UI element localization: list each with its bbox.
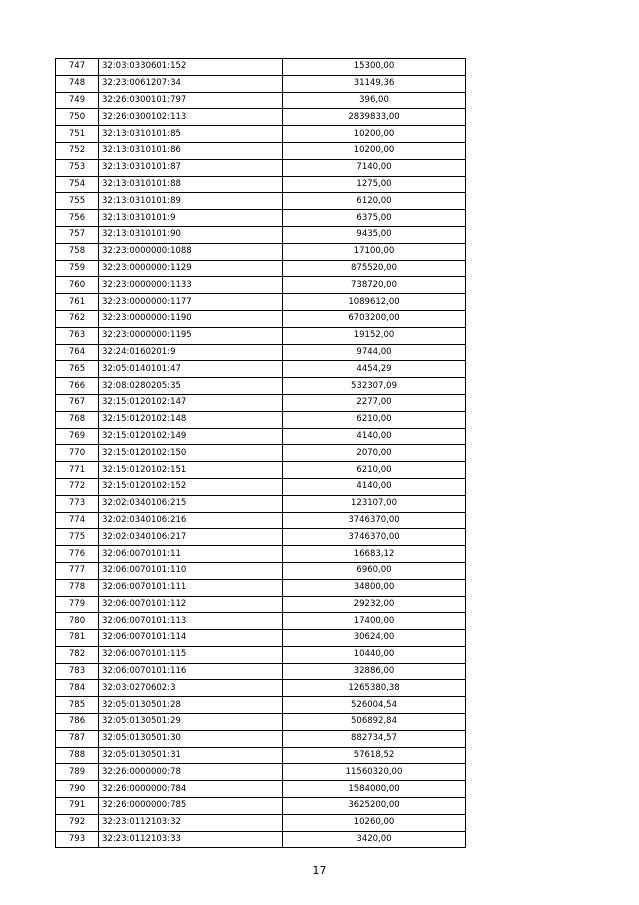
- value-cell: 3420,00: [283, 831, 466, 848]
- table-row: [56, 327, 466, 344]
- row-number-cell: 750: [56, 109, 99, 126]
- cadastral-number-cell: 32:06:0070101:113: [99, 613, 283, 630]
- row-number-cell: 786: [56, 714, 99, 731]
- value-cell: 1275,00: [283, 176, 466, 193]
- row-number-cell: 791: [56, 798, 99, 815]
- cadastral-number-cell: 32:06:0070101:110: [99, 562, 283, 579]
- row-number-cell: 790: [56, 781, 99, 798]
- value-cell: 4140,00: [283, 478, 466, 495]
- value-cell: 2839833,00: [283, 109, 466, 126]
- row-number-cell: 782: [56, 646, 99, 663]
- table-row: [56, 596, 466, 613]
- cadastral-number-cell: 32:13:0310101:86: [99, 142, 283, 159]
- cadastral-number-cell: 32:15:0120102:151: [99, 462, 283, 479]
- value-cell: 10260,00: [283, 814, 466, 831]
- table-row: [56, 781, 466, 798]
- table-row: [56, 243, 466, 260]
- value-cell: 4140,00: [283, 428, 466, 445]
- row-number-cell: 772: [56, 478, 99, 495]
- cadastral-number-cell: 32:05:0130501:29: [99, 714, 283, 731]
- cadastral-number-cell: 32:26:0000000:785: [99, 798, 283, 815]
- value-cell: 6210,00: [283, 462, 466, 479]
- table-row: [56, 210, 466, 227]
- page-number: 17: [312, 864, 327, 877]
- value-cell: 19152,00: [283, 327, 466, 344]
- row-number-cell: 749: [56, 92, 99, 109]
- cadastral-number-cell: 32:02:0340106:215: [99, 495, 283, 512]
- value-cell: 9744,00: [283, 344, 466, 361]
- row-number-cell: 768: [56, 411, 99, 428]
- table-row: [56, 310, 466, 327]
- value-cell: 29232,00: [283, 596, 466, 613]
- row-number-cell: 784: [56, 680, 99, 697]
- cadastral-number-cell: 32:03:0270602:3: [99, 680, 283, 697]
- table-row: [56, 579, 466, 596]
- row-number-cell: 747: [56, 59, 99, 76]
- row-number-cell: 754: [56, 176, 99, 193]
- cadastral-number-cell: 32:06:0070101:115: [99, 646, 283, 663]
- value-cell: 6960,00: [283, 562, 466, 579]
- value-cell: 875520,00: [283, 260, 466, 277]
- table-row: [56, 142, 466, 159]
- table-row: [56, 646, 466, 663]
- row-number-cell: 775: [56, 529, 99, 546]
- table-body: [56, 59, 466, 848]
- row-number-cell: 777: [56, 562, 99, 579]
- table-row: [56, 176, 466, 193]
- cadastral-number-cell: 32:05:0130501:31: [99, 747, 283, 764]
- value-cell: 1584000,00: [283, 781, 466, 798]
- table-row: [56, 798, 466, 815]
- value-cell: 6703200,00: [283, 310, 466, 327]
- value-cell: 9435,00: [283, 226, 466, 243]
- table-row: [56, 814, 466, 831]
- cadastral-number-cell: 32:23:0112103:32: [99, 814, 283, 831]
- table-row: [56, 344, 466, 361]
- table-row: [56, 730, 466, 747]
- row-number-cell: 755: [56, 193, 99, 210]
- table-row: [56, 697, 466, 714]
- cadastral-number-cell: 32:13:0310101:9: [99, 210, 283, 227]
- value-cell: 10200,00: [283, 142, 466, 159]
- table-row: [56, 680, 466, 697]
- value-cell: 532307,09: [283, 378, 466, 395]
- table-row: [56, 159, 466, 176]
- table-row: [56, 546, 466, 563]
- table-row: [56, 59, 466, 76]
- table-row: [56, 378, 466, 395]
- value-cell: 6210,00: [283, 411, 466, 428]
- cadastral-number-cell: 32:23:0000000:1195: [99, 327, 283, 344]
- cadastral-number-cell: 32:23:0000000:1133: [99, 277, 283, 294]
- table-row: [56, 747, 466, 764]
- table-row: [56, 529, 466, 546]
- value-cell: 3746370,00: [283, 512, 466, 529]
- value-cell: 6375,00: [283, 210, 466, 227]
- value-cell: 32886,00: [283, 663, 466, 680]
- table-row: [56, 226, 466, 243]
- value-cell: 506892,84: [283, 714, 466, 731]
- value-cell: 7140,00: [283, 159, 466, 176]
- cadastral-number-cell: 32:06:0070101:112: [99, 596, 283, 613]
- row-number-cell: 764: [56, 344, 99, 361]
- table-row: [56, 445, 466, 462]
- table-row: [56, 462, 466, 479]
- value-cell: 16683,12: [283, 546, 466, 563]
- value-cell: 31149,36: [283, 75, 466, 92]
- row-number-cell: 752: [56, 142, 99, 159]
- row-number-cell: 765: [56, 361, 99, 378]
- value-cell: 10200,00: [283, 126, 466, 143]
- cadastral-number-cell: 32:08:0280205:35: [99, 378, 283, 395]
- row-number-cell: 753: [56, 159, 99, 176]
- row-number-cell: 774: [56, 512, 99, 529]
- value-cell: 4454,29: [283, 361, 466, 378]
- table-row: [56, 512, 466, 529]
- value-cell: 17400,00: [283, 613, 466, 630]
- cadastral-number-cell: 32:02:0340106:216: [99, 512, 283, 529]
- row-number-cell: 789: [56, 764, 99, 781]
- table-row: [56, 193, 466, 210]
- table-row: [56, 260, 466, 277]
- table-row: [56, 613, 466, 630]
- cadastral-number-cell: 32:05:0130501:30: [99, 730, 283, 747]
- value-cell: 526004,54: [283, 697, 466, 714]
- cadastral-number-cell: 32:06:0070101:111: [99, 579, 283, 596]
- cadastral-number-cell: 32:23:0112103:33: [99, 831, 283, 848]
- row-number-cell: 758: [56, 243, 99, 260]
- cadastral-number-cell: 32:23:0000000:1088: [99, 243, 283, 260]
- cadastral-number-cell: 32:24:0160201:9: [99, 344, 283, 361]
- cadastral-number-cell: 32:13:0310101:85: [99, 126, 283, 143]
- row-number-cell: 783: [56, 663, 99, 680]
- row-number-cell: 757: [56, 226, 99, 243]
- cadastral-number-cell: 32:06:0070101:114: [99, 630, 283, 647]
- row-number-cell: 787: [56, 730, 99, 747]
- row-number-cell: 781: [56, 630, 99, 647]
- row-number-cell: 771: [56, 462, 99, 479]
- value-cell: 34800,00: [283, 579, 466, 596]
- row-number-cell: 788: [56, 747, 99, 764]
- cadastral-number-cell: 32:06:0070101:116: [99, 663, 283, 680]
- cadastral-number-cell: 32:05:0140101:47: [99, 361, 283, 378]
- row-number-cell: 760: [56, 277, 99, 294]
- value-cell: 2277,00: [283, 394, 466, 411]
- table-row: [56, 92, 466, 109]
- cadastral-number-cell: 32:15:0120102:148: [99, 411, 283, 428]
- cadastral-number-cell: 32:15:0120102:150: [99, 445, 283, 462]
- row-number-cell: 763: [56, 327, 99, 344]
- row-number-cell: 761: [56, 294, 99, 311]
- cadastral-number-cell: 32:23:0000000:1129: [99, 260, 283, 277]
- row-number-cell: 780: [56, 613, 99, 630]
- cadastral-number-cell: 32:15:0120102:149: [99, 428, 283, 445]
- table-row: [56, 294, 466, 311]
- row-number-cell: 767: [56, 394, 99, 411]
- row-number-cell: 756: [56, 210, 99, 227]
- row-number-cell: 769: [56, 428, 99, 445]
- cadastral-number-cell: 32:26:0000000:78: [99, 764, 283, 781]
- table-row: [56, 361, 466, 378]
- table-row: [56, 126, 466, 143]
- cadastral-number-cell: 32:23:0000000:1177: [99, 294, 283, 311]
- cadastral-number-cell: 32:13:0310101:90: [99, 226, 283, 243]
- cadastral-number-cell: 32:13:0310101:89: [99, 193, 283, 210]
- value-cell: 3746370,00: [283, 529, 466, 546]
- value-cell: 6120,00: [283, 193, 466, 210]
- value-cell: 15300,00: [283, 59, 466, 76]
- value-cell: 882734,57: [283, 730, 466, 747]
- row-number-cell: 748: [56, 75, 99, 92]
- table-row: [56, 428, 466, 445]
- row-number-cell: 779: [56, 596, 99, 613]
- value-cell: 11560320,00: [283, 764, 466, 781]
- table-row: [56, 75, 466, 92]
- value-cell: 2070,00: [283, 445, 466, 462]
- row-number-cell: 792: [56, 814, 99, 831]
- table-row: [56, 394, 466, 411]
- value-cell: 57618,52: [283, 747, 466, 764]
- cadastral-number-cell: 32:26:0300102:113: [99, 109, 283, 126]
- value-cell: 1089612,00: [283, 294, 466, 311]
- table-row: [56, 630, 466, 647]
- value-cell: 30624,00: [283, 630, 466, 647]
- value-cell: 1265380,38: [283, 680, 466, 697]
- value-cell: 123107,00: [283, 495, 466, 512]
- cadastral-number-cell: 32:13:0310101:87: [99, 159, 283, 176]
- cadastral-number-cell: 32:15:0120102:152: [99, 478, 283, 495]
- table-row: [56, 495, 466, 512]
- row-number-cell: 776: [56, 546, 99, 563]
- cadastral-number-cell: 32:05:0130501:28: [99, 697, 283, 714]
- cadastral-number-cell: 32:06:0070101:11: [99, 546, 283, 563]
- value-cell: 10440,00: [283, 646, 466, 663]
- row-number-cell: 766: [56, 378, 99, 395]
- table-row: [56, 562, 466, 579]
- cadastral-number-cell: 32:02:0340106:217: [99, 529, 283, 546]
- value-cell: 396,00: [283, 92, 466, 109]
- value-cell: 738720,00: [283, 277, 466, 294]
- table-row: [56, 411, 466, 428]
- cadastral-number-cell: 32:26:0000000:784: [99, 781, 283, 798]
- row-number-cell: 773: [56, 495, 99, 512]
- cadastral-number-cell: 32:26:0300101:797: [99, 92, 283, 109]
- data-table: [55, 58, 466, 848]
- cadastral-number-cell: 32:23:0061207:34: [99, 75, 283, 92]
- row-number-cell: 785: [56, 697, 99, 714]
- row-number-cell: 770: [56, 445, 99, 462]
- row-number-cell: 762: [56, 310, 99, 327]
- table-row: [56, 277, 466, 294]
- row-number-cell: 778: [56, 579, 99, 596]
- row-number-cell: 793: [56, 831, 99, 848]
- table-row: [56, 663, 466, 680]
- table-row: [56, 831, 466, 848]
- row-number-cell: 751: [56, 126, 99, 143]
- value-cell: 17100,00: [283, 243, 466, 260]
- cadastral-number-cell: 32:15:0120102:147: [99, 394, 283, 411]
- table-row: [56, 109, 466, 126]
- table-row: [56, 764, 466, 781]
- table-row: [56, 478, 466, 495]
- cadastral-number-cell: 32:13:0310101:88: [99, 176, 283, 193]
- table-row: [56, 714, 466, 731]
- row-number-cell: 759: [56, 260, 99, 277]
- cadastral-number-cell: 32:03:0330601:152: [99, 59, 283, 76]
- cadastral-number-cell: 32:23:0000000:1190: [99, 310, 283, 327]
- value-cell: 3625200,00: [283, 798, 466, 815]
